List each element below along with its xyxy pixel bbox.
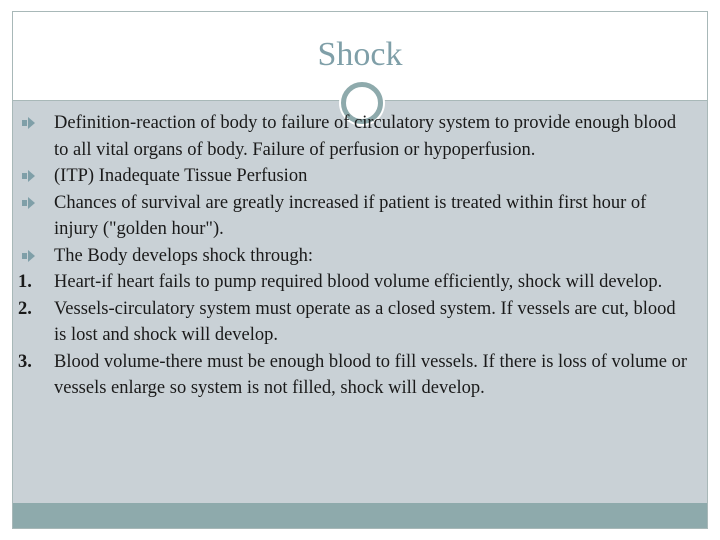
item-number: 1. <box>18 272 32 292</box>
arrow-bullet-icon <box>28 170 35 182</box>
list-item <box>12 243 692 270</box>
arrow-bullet-icon <box>28 117 35 129</box>
list-item-text: (ITP) Inadequate Tissue Perfusion <box>54 166 308 186</box>
numbered-item <box>12 349 692 402</box>
list-item-text: Heart-if heart fails to pump required blood volume efficiently, shock will develop. <box>54 272 663 292</box>
numbered-item <box>12 296 692 349</box>
arrow-bullet-icon <box>28 250 35 262</box>
list-item <box>12 163 692 190</box>
list-item-text: Blood volume-there must be enough blood to fill vessels. If there is loss of volume or vessels enlarge so system is not filled, shock will develop. <box>54 351 688 398</box>
list-item <box>12 190 692 243</box>
list-item-text: The Body develops shock through: <box>54 245 313 266</box>
bullet-list <box>12 110 692 402</box>
arrow-bullet-icon <box>28 197 35 209</box>
list-item <box>12 110 692 163</box>
list-item-text: Definition-reaction of body to failure of circulatory system to provide enough blood to all vital organs of body. Failure of perfusion or hypoperfusion. <box>54 113 677 160</box>
list-item-text: Vessels-circulatory system must operate as a closed system. If vessels are cut, blood is lost and shock will develop. <box>54 298 676 345</box>
list-item-text: Chances of survival are greatly increased if patient is treated within first hour of injury ("golden hour"). <box>54 192 647 239</box>
item-number: 2. <box>18 298 32 319</box>
slide-title: Shock <box>317 36 403 73</box>
numbered-item <box>12 269 692 296</box>
footer-bar <box>13 503 707 528</box>
item-number: 3. <box>18 351 32 372</box>
